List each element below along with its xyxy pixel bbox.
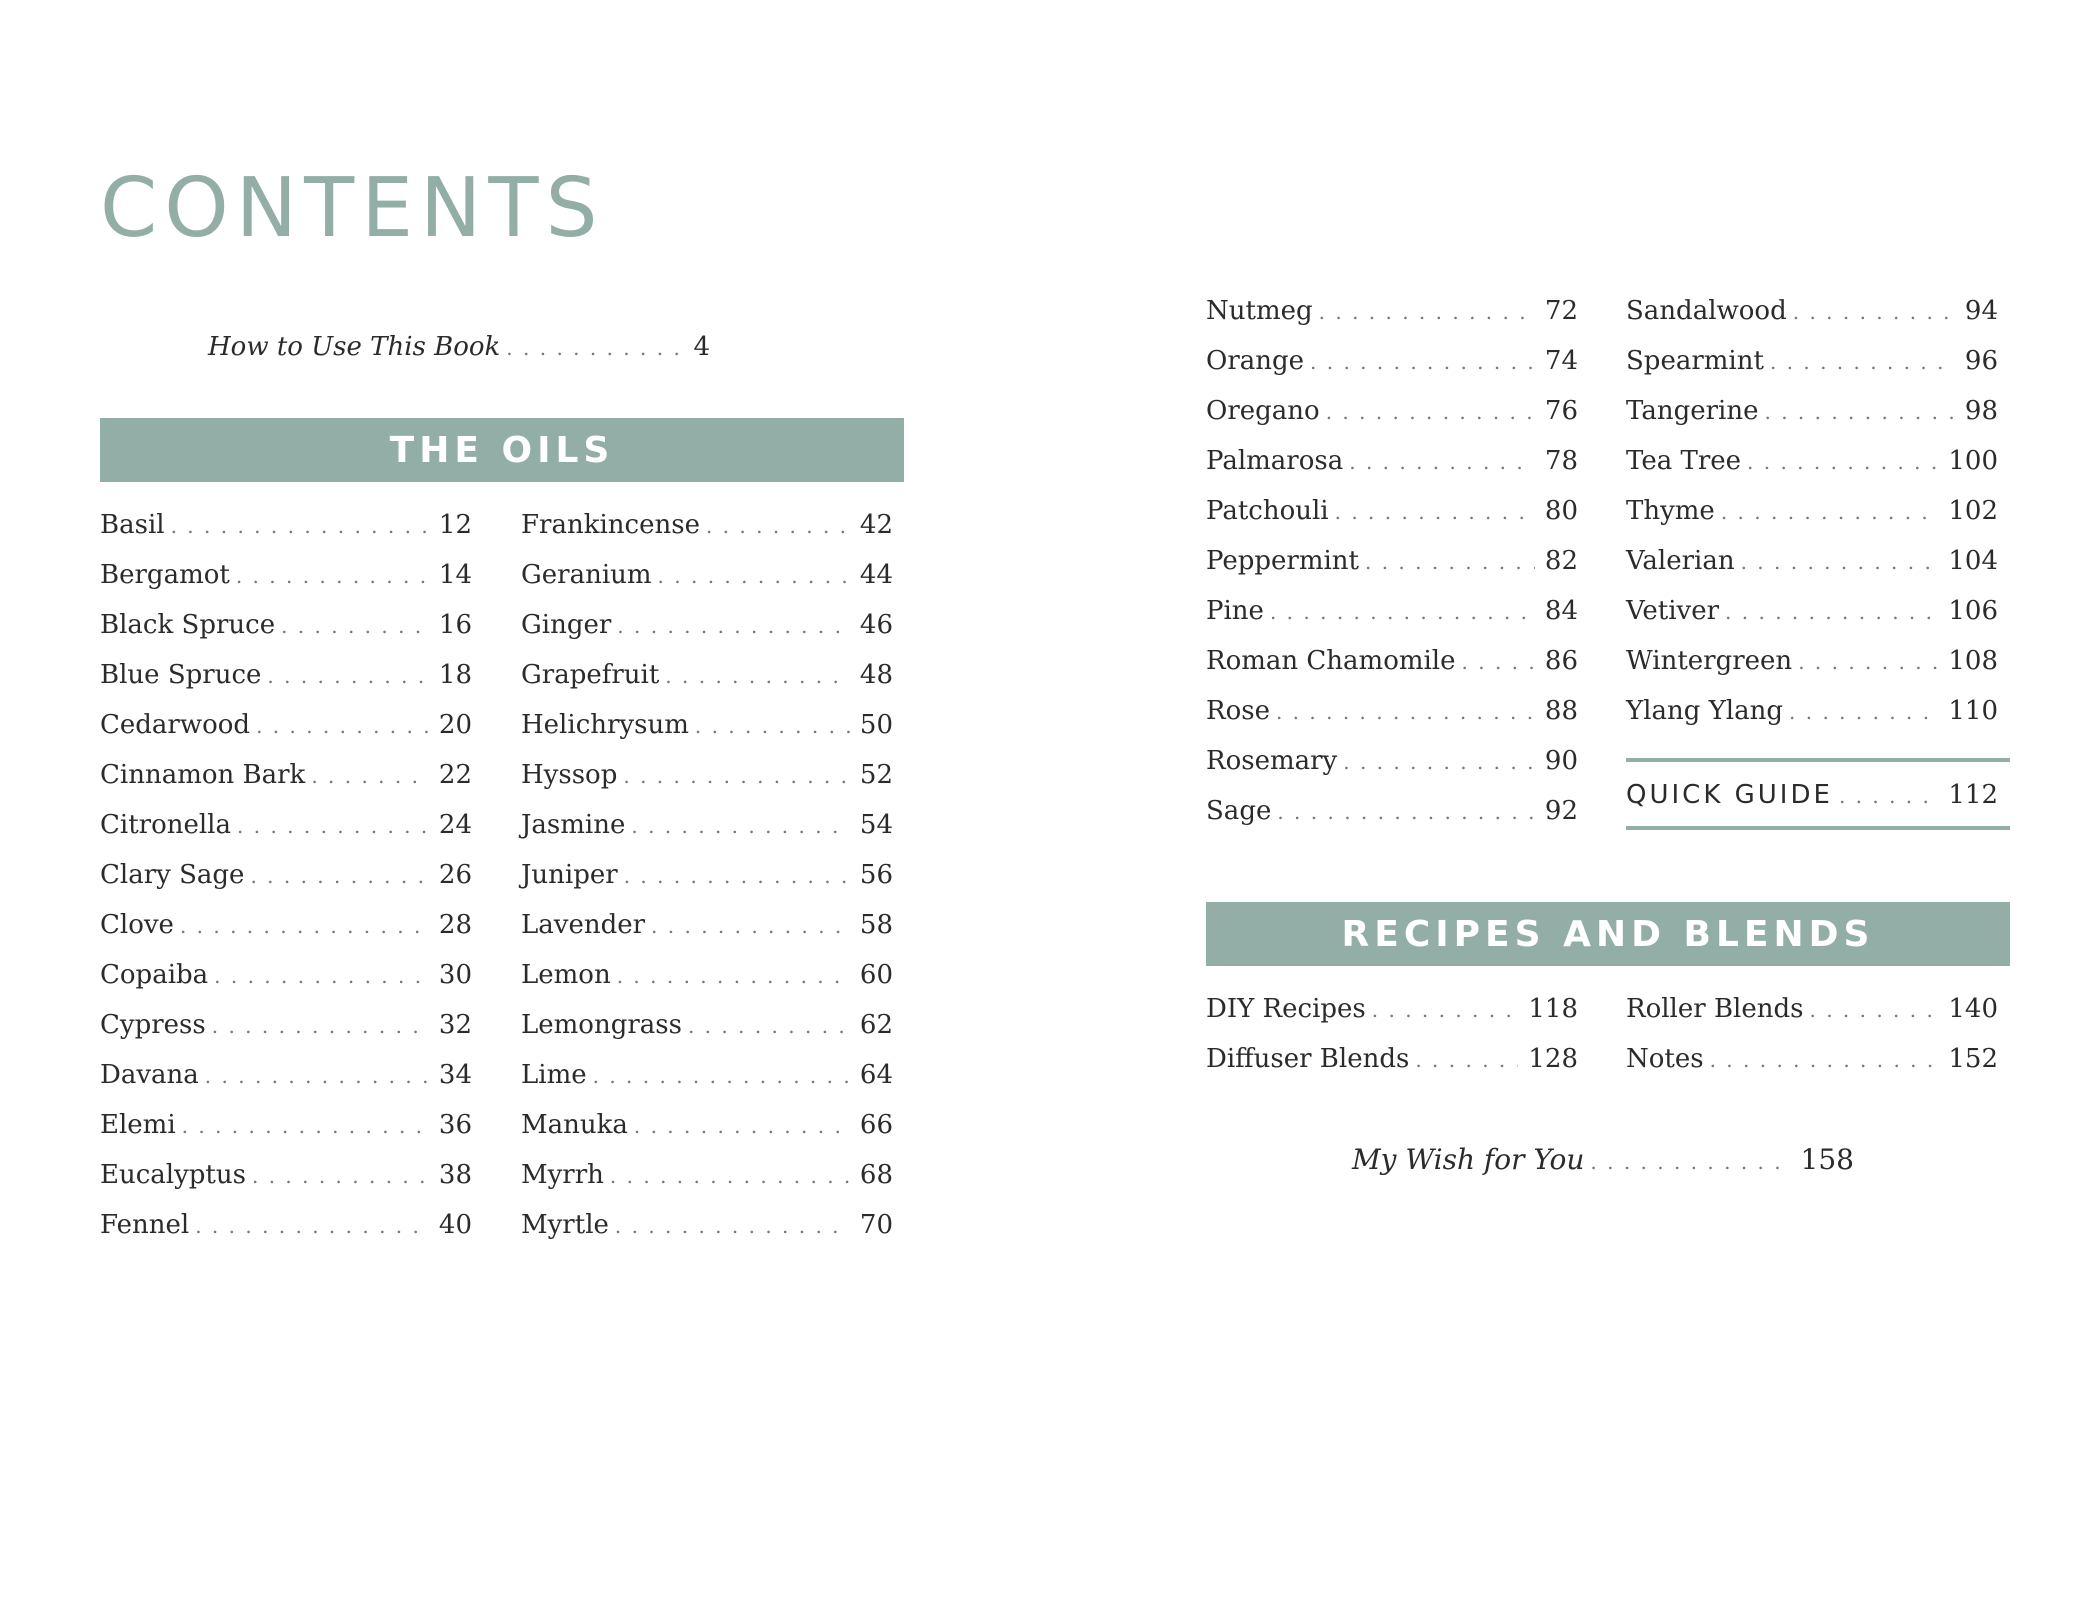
dot-leader (651, 916, 850, 936)
toc-entry-page: 4 (693, 332, 710, 362)
toc-entry-page: 50 (859, 710, 893, 740)
dot-leader (1310, 352, 1535, 372)
toc-entry[interactable] (100, 562, 472, 588)
toc-entry-page: 34 (438, 1060, 472, 1090)
toc-entry[interactable] (521, 1162, 893, 1188)
dot-leader (1839, 786, 1938, 806)
dot-leader (1415, 1050, 1518, 1070)
toc-entry[interactable] (1206, 1046, 1578, 1072)
toc-entry-page: 14 (438, 560, 472, 590)
toc-entry-name: Fennel (100, 1210, 190, 1240)
toc-entry-name: Nutmeg (1206, 296, 1313, 326)
dot-leader (311, 766, 429, 786)
dot-leader (252, 1166, 429, 1186)
dot-leader (1710, 1050, 1939, 1070)
toc-entry-page: 12 (438, 510, 472, 540)
toc-entry-name: Clove (100, 910, 174, 940)
toc-entry-page: 46 (859, 610, 893, 640)
toc-entry-page: 82 (1544, 546, 1578, 576)
toc-entry[interactable] (1626, 448, 1998, 474)
toc-entry-name: Jasmine (521, 810, 626, 840)
toc-entry-name: Myrtle (521, 1210, 609, 1240)
toc-entry[interactable] (1626, 648, 1998, 674)
toc-entry[interactable] (1206, 996, 1578, 1022)
toc-entry[interactable] (100, 512, 472, 538)
toc-entry-name: Tea Tree (1626, 446, 1742, 476)
toc-entry[interactable] (521, 562, 893, 588)
dot-leader (695, 716, 850, 736)
dot-leader (506, 338, 683, 358)
toc-entry-name: Lemongrass (521, 1010, 682, 1040)
toc-entry-name: Peppermint (1206, 546, 1359, 576)
dot-leader (623, 766, 850, 786)
toc-entry-name: Helichrysum (521, 710, 689, 740)
toc-entry-page: 96 (1964, 346, 1998, 376)
toc-entry-name: Roman Chamomile (1206, 646, 1456, 676)
toc-entry-name: QUICK GUIDE (1626, 780, 1833, 810)
toc-entry[interactable] (100, 962, 472, 988)
toc-entry-name: Bergamot (100, 560, 230, 590)
toc-entry-name: Diffuser Blends (1206, 1044, 1410, 1074)
dot-leader (1725, 602, 1938, 622)
dot-leader (180, 916, 429, 936)
toc-entry-name: DIY Recipes (1206, 994, 1366, 1024)
dot-leader (250, 866, 428, 886)
toc-entry[interactable] (100, 712, 472, 738)
toc-entry-page: 158 (1800, 1143, 1854, 1176)
toc-entry-name: Wintergreen (1626, 646, 1793, 676)
toc-entry-name: Rose (1206, 696, 1270, 726)
dot-leader (1793, 302, 1955, 322)
toc-entry-page: 104 (1948, 546, 1998, 576)
toc-entry[interactable] (100, 1162, 472, 1188)
dot-leader (212, 1016, 429, 1036)
toc-entry-page: 40 (438, 1210, 472, 1240)
section-banner-recipes-and-blends (1206, 902, 2010, 966)
dot-leader (1764, 402, 1954, 422)
quick-guide-top-rule (1626, 758, 2010, 762)
toc-entry-page: 74 (1544, 346, 1578, 376)
dot-leader (1326, 402, 1535, 422)
toc-entry-page: 88 (1544, 696, 1578, 726)
toc-entry-page: 52 (859, 760, 893, 790)
toc-entry-name: Tangerine (1626, 396, 1759, 426)
toc-entry-name: Lavender (521, 910, 646, 940)
dot-leader (1365, 552, 1535, 572)
toc-entry-name: Geranium (521, 560, 652, 590)
toc-entry[interactable] (1206, 498, 1578, 524)
toc-entry-name: Lime (521, 1060, 587, 1090)
toc-entry-page: 80 (1544, 496, 1578, 526)
dot-leader (706, 516, 850, 536)
dot-leader (1747, 452, 1938, 472)
toc-entry[interactable] (1206, 448, 1578, 474)
toc-entry-page: 92 (1544, 796, 1578, 826)
toc-entry[interactable] (521, 812, 893, 838)
toc-entry[interactable] (521, 662, 893, 688)
dot-leader (1798, 652, 1938, 672)
toc-entry-quick-guide[interactable] (1626, 782, 1998, 808)
toc-entry-page: 72 (1544, 296, 1578, 326)
dot-leader (236, 566, 429, 586)
toc-entry-page: 76 (1544, 396, 1578, 426)
toc-entry[interactable] (100, 1062, 472, 1088)
toc-entry-page: 48 (859, 660, 893, 690)
toc-entry[interactable] (1206, 598, 1578, 624)
toc-entry-name: Ylang Ylang (1626, 696, 1784, 726)
dot-leader (171, 516, 429, 536)
toc-entry[interactable] (100, 662, 472, 688)
dot-leader (615, 1216, 850, 1236)
toc-entry[interactable] (1206, 298, 1578, 324)
toc-entry-name: Valerian (1626, 546, 1735, 576)
toc-entry-page: 42 (859, 510, 893, 540)
toc-entry[interactable] (521, 1212, 893, 1238)
dot-leader (1372, 1000, 1519, 1020)
toc-entry-name: Thyme (1626, 496, 1715, 526)
toc-entry-name: Pine (1206, 596, 1264, 626)
toc-entry-name: Sandalwood (1626, 296, 1787, 326)
toc-entry-name: Cypress (100, 1010, 206, 1040)
toc-entry-page: 62 (859, 1010, 893, 1040)
toc-entry-page: 70 (859, 1210, 893, 1240)
toc-entry-name: Davana (100, 1060, 199, 1090)
quick-guide-bottom-rule (1626, 826, 2010, 830)
toc-entry-page: 16 (438, 610, 472, 640)
toc-entry-page: 108 (1948, 646, 1998, 676)
toc-entry-name: Copaiba (100, 960, 209, 990)
toc-entry-name: My Wish for You (1352, 1143, 1585, 1176)
dot-leader (1343, 752, 1535, 772)
toc-entry-page: 24 (438, 810, 472, 840)
toc-entry-name: Cinnamon Bark (100, 760, 306, 790)
toc-entry[interactable] (1626, 348, 1998, 374)
toc-entry[interactable] (1206, 348, 1578, 374)
dot-leader (617, 966, 850, 986)
dot-leader (1270, 602, 1535, 622)
toc-entry-name: Orange (1206, 346, 1305, 376)
page-title: CONTENTS (100, 161, 605, 256)
section-banner-the-oils (100, 418, 904, 482)
toc-entry[interactable] (521, 1062, 893, 1088)
toc-entry[interactable] (1626, 298, 1998, 324)
dot-leader (665, 666, 850, 686)
dot-leader (1335, 502, 1535, 522)
toc-entry[interactable] (100, 1112, 472, 1138)
toc-entry-name: Vetiver (1626, 596, 1720, 626)
toc-entry-page: 106 (1948, 596, 1998, 626)
toc-entry-name: Myrrh (521, 1160, 604, 1190)
toc-entry-name: Clary Sage (100, 860, 245, 890)
toc-entry[interactable] (1206, 798, 1578, 824)
toc-entry-name: Blue Spruce (100, 660, 262, 690)
dot-leader (1590, 1152, 1790, 1172)
toc-entry-page: 140 (1948, 994, 1998, 1024)
dot-leader (593, 1066, 850, 1086)
toc-entry-page: 54 (859, 810, 893, 840)
dot-leader (1277, 802, 1535, 822)
toc-entry-page: 118 (1528, 994, 1578, 1024)
toc-entry[interactable] (1206, 548, 1578, 574)
toc-entry-name: Ginger (521, 610, 612, 640)
toc-entry-page: 64 (859, 1060, 893, 1090)
toc-entry[interactable] (521, 1012, 893, 1038)
dot-leader (237, 816, 429, 836)
toc-entry[interactable] (1206, 698, 1578, 724)
dot-leader (205, 1066, 429, 1086)
toc-entry-page: 66 (859, 1110, 893, 1140)
toc-entry[interactable] (100, 612, 472, 638)
toc-entry[interactable] (521, 912, 893, 938)
toc-entry-name: Eucalyptus (100, 1160, 246, 1190)
toc-entry-name: Palmarosa (1206, 446, 1344, 476)
toc-entry-page: 152 (1948, 1044, 1998, 1074)
toc-entry-name: Citronella (100, 810, 232, 840)
toc-entry-name: Spearmint (1626, 346, 1764, 376)
toc-entry[interactable] (1626, 498, 1998, 524)
dot-leader (195, 1216, 429, 1236)
toc-entry-name: Cedarwood (100, 710, 251, 740)
toc-entry-page: 20 (438, 710, 472, 740)
toc-entry-name: Manuka (521, 1110, 628, 1140)
toc-entry-name: Elemi (100, 1110, 176, 1140)
toc-entry-page: 32 (438, 1010, 472, 1040)
toc-entry-name: Basil (100, 510, 165, 540)
toc-entry[interactable] (1206, 648, 1578, 674)
toc-entry-page: 100 (1948, 446, 1998, 476)
toc-entry-page: 44 (859, 560, 893, 590)
dot-leader (182, 1116, 429, 1136)
toc-entry[interactable] (1626, 996, 1998, 1022)
toc-entry[interactable] (521, 712, 893, 738)
dot-leader (1462, 652, 1535, 672)
toc-entry-page: 94 (1964, 296, 1998, 326)
toc-entry-page: 68 (859, 1160, 893, 1190)
toc-entry[interactable] (100, 812, 472, 838)
toc-entry-page: 18 (438, 660, 472, 690)
toc-entry-page: 22 (438, 760, 472, 790)
toc-entry-name: How to Use This Book (208, 332, 501, 362)
toc-entry[interactable] (100, 862, 472, 888)
dot-leader (1789, 702, 1938, 722)
toc-entry-page: 36 (438, 1110, 472, 1140)
toc-entry-page: 90 (1544, 746, 1578, 776)
toc-entry-page: 86 (1544, 646, 1578, 676)
toc-entry-page: 84 (1544, 596, 1578, 626)
toc-entry-page: 28 (438, 910, 472, 940)
dot-leader (658, 566, 850, 586)
dot-leader (1349, 452, 1535, 472)
toc-entry-name: Notes (1626, 1044, 1704, 1074)
toc-entry[interactable] (100, 1212, 472, 1238)
toc-entry-name: Frankincense (521, 510, 700, 540)
section-heading: THE OILS (389, 429, 615, 471)
toc-entry-name: Patchouli (1206, 496, 1329, 526)
toc-entry-page: 58 (859, 910, 893, 940)
toc-entry[interactable] (521, 1112, 893, 1138)
toc-entry-page: 128 (1528, 1044, 1578, 1074)
toc-entry-name: Roller Blends (1626, 994, 1804, 1024)
toc-entry[interactable] (521, 862, 893, 888)
dot-leader (1276, 702, 1535, 722)
dot-leader (1770, 352, 1955, 372)
toc-entry-page: 102 (1948, 496, 1998, 526)
dot-leader (1319, 302, 1535, 322)
toc-entry[interactable] (521, 512, 893, 538)
dot-leader (631, 816, 850, 836)
toc-entry-page: 38 (438, 1160, 472, 1190)
toc-entry[interactable] (521, 962, 893, 988)
toc-entry-page: 110 (1948, 696, 1998, 726)
toc-entry-name: Grapefruit (521, 660, 660, 690)
toc-entry[interactable] (1626, 398, 1998, 424)
dot-leader (267, 666, 429, 686)
dot-leader (1721, 502, 1939, 522)
toc-entry-page: 60 (859, 960, 893, 990)
toc-entry[interactable] (1206, 748, 1578, 774)
toc-entry-name: Rosemary (1206, 746, 1338, 776)
toc-entry[interactable] (521, 612, 893, 638)
dot-leader (617, 616, 850, 636)
toc-entry-name: Black Spruce (100, 610, 276, 640)
toc-entry-page: 98 (1964, 396, 1998, 426)
toc-entry[interactable] (100, 1012, 472, 1038)
dot-leader (256, 716, 429, 736)
toc-entry[interactable] (1206, 398, 1578, 424)
toc-entry[interactable] (100, 912, 472, 938)
toc-entry-page: 78 (1544, 446, 1578, 476)
dot-leader (1809, 1000, 1938, 1020)
toc-entry-name: Hyssop (521, 760, 618, 790)
toc-entry-my-wish-for-you[interactable] (1352, 1143, 1854, 1176)
toc-entry[interactable] (1626, 698, 1998, 724)
toc-entry[interactable] (100, 762, 472, 788)
dot-leader (610, 1166, 850, 1186)
toc-entry-page: 56 (859, 860, 893, 890)
section-heading: RECIPES AND BLENDS (1341, 913, 1875, 955)
dot-leader (281, 616, 429, 636)
toc-entry[interactable] (1626, 548, 1998, 574)
toc-entry-name: Lemon (521, 960, 611, 990)
toc-entry-page: 30 (438, 960, 472, 990)
toc-entry-name: Oregano (1206, 396, 1320, 426)
toc-entry[interactable] (1626, 1046, 1998, 1072)
dot-leader (624, 866, 850, 886)
dot-leader (1741, 552, 1939, 572)
toc-entry-name: Juniper (521, 860, 618, 890)
toc-entry[interactable] (521, 762, 893, 788)
dot-leader (688, 1016, 850, 1036)
dot-leader (214, 966, 429, 986)
toc-entry-page: 112 (1948, 780, 1998, 810)
toc-entry-name: Sage (1206, 796, 1272, 826)
toc-entry-page: 26 (438, 860, 472, 890)
toc-entry-how-to-use[interactable] (208, 334, 710, 360)
dot-leader (634, 1116, 850, 1136)
toc-entry[interactable] (1626, 598, 1998, 624)
